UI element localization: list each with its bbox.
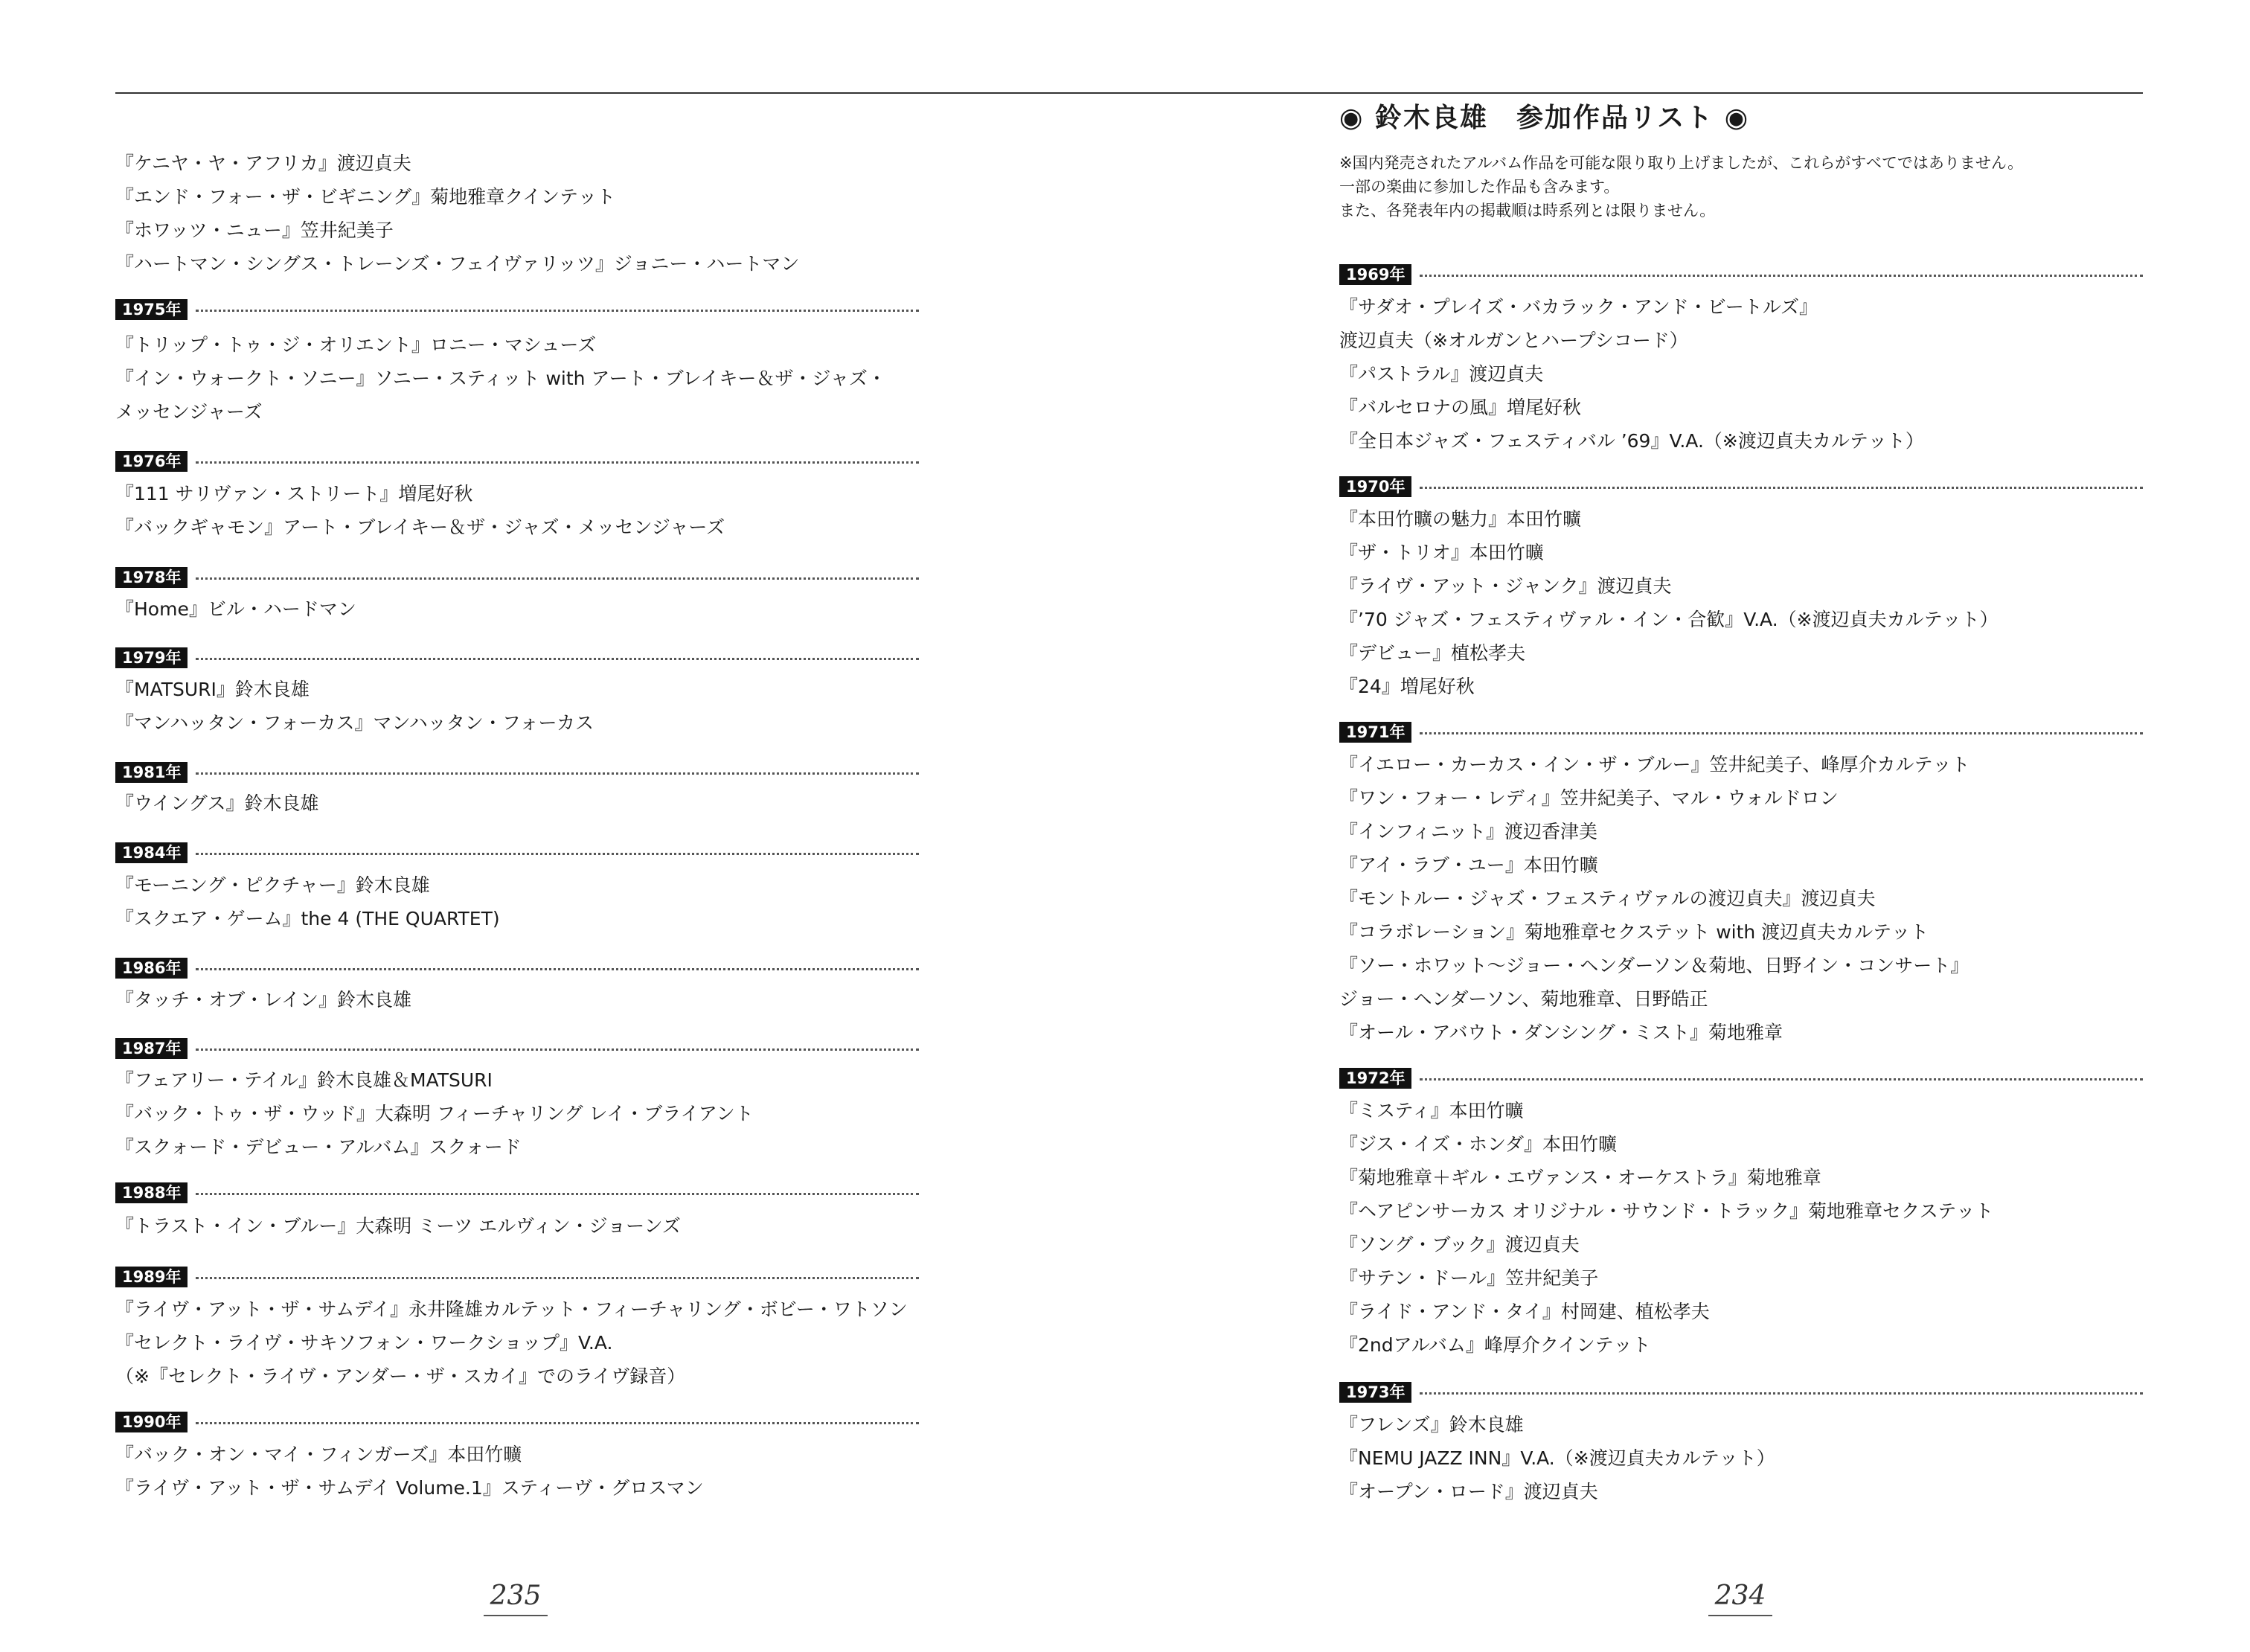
dotted-leader (1420, 1078, 2143, 1080)
list-item: 『エンド・フォー・ザ・ビギニング』菊地雅章クインテット (115, 186, 616, 208)
list-item: 『MATSURI』鈴木良雄 (115, 679, 310, 700)
year-heading (115, 1038, 919, 1059)
list-item: 『ソー・ホワット〜ジョー・ヘンダーソン＆菊地、日野イン・コンサート』 (1339, 955, 1969, 976)
note-line: 一部の楽曲に参加した作品も含みます。 (1339, 178, 1620, 196)
list-item: 『スクエア・ゲーム』the 4 (THE QUARTET) (115, 908, 500, 929)
dotted-leader (196, 853, 919, 855)
list-item: 『ザ・トリオ』本田竹曠 (1339, 542, 1544, 563)
year-badge: 1984年 (115, 842, 188, 863)
list-item: 『ウイングス』鈴木良雄 (115, 793, 319, 814)
list-item: 『セレクト・ライヴ・サキソフォン・ワークショップ』V.A. (115, 1332, 613, 1354)
dotted-leader (196, 772, 919, 775)
dotted-leader (196, 1277, 919, 1279)
year-heading (1339, 264, 2143, 285)
list-item: 渡辺貞夫（※オルガンとハープシコード） (1339, 330, 1688, 351)
dotted-leader (1420, 275, 2143, 277)
list-item: 『ライド・アンド・タイ』村岡建、植松孝夫 (1339, 1301, 1710, 1322)
list-item: 『Home』ビル・ハードマン (115, 598, 356, 620)
year-heading (1339, 1382, 2143, 1403)
list-item: 『24』増尾好秋 (1339, 676, 1475, 697)
list-item: 『フェアリー・テイル』鈴木良雄＆MATSURI (115, 1069, 493, 1091)
list-item: 『ライヴ・アット・ジャンク』渡辺貞夫 (1339, 575, 1672, 597)
list-item: 『フレンズ』鈴木良雄 (1339, 1414, 1524, 1435)
year-badge: 1986年 (115, 958, 188, 979)
list-item: 『ヘアピンサーカス オリジナル・サウンド・トラック』菊地雅章セクステット (1339, 1200, 1994, 1222)
dotted-leader (196, 968, 919, 970)
year-badge: 1975年 (115, 299, 188, 320)
year-badge: 1972年 (1339, 1068, 1411, 1089)
list-item: 『ハートマン・シングス・トレーンズ・フェイヴァリッツ』ジョニー・ハートマン (115, 253, 800, 275)
top-rule (115, 92, 2143, 94)
list-item: 『オープン・ロード』渡辺貞夫 (1339, 1481, 1598, 1502)
year-heading (1339, 476, 2143, 497)
list-item: 『ミスティ』本田竹曠 (1339, 1100, 1524, 1121)
page-number-left: 235 (484, 1578, 548, 1616)
list-item: 『コラボレーション』菊地雅章セクステット with 渡辺貞夫カルテット (1339, 921, 1929, 943)
year-heading (115, 299, 919, 320)
year-badge: 1988年 (115, 1182, 188, 1203)
list-item: 『モーニング・ピクチャー』鈴木良雄 (115, 874, 430, 896)
page-number-right: 234 (1708, 1578, 1772, 1616)
list-item: 『デビュー』植松孝夫 (1339, 642, 1526, 664)
list-item: 『トラスト・イン・ブルー』大森明 ミーツ エルヴィン・ジョーンズ (115, 1215, 681, 1237)
list-item: 『バルセロナの風』増尾好秋 (1339, 397, 1582, 418)
list-item: 『オール・アバウト・ダンシング・ミスト』菊地雅章 (1339, 1022, 1783, 1043)
list-item: 『ジス・イズ・ホンダ』本田竹曠 (1339, 1133, 1618, 1155)
list-item: 『サテン・ドール』笠井紀美子 (1339, 1267, 1599, 1289)
list-item: 『タッチ・オブ・レイン』鈴木良雄 (115, 989, 412, 1011)
list-item: メッセンジャーズ (115, 401, 263, 423)
list-item: 『バック・オン・マイ・フィンガーズ』本田竹曠 (115, 1444, 522, 1465)
dotted-leader (196, 1422, 919, 1424)
list-item: 『パストラル』渡辺貞夫 (1339, 363, 1544, 385)
list-item: 『スクォード・デビュー・アルバム』スクォード (115, 1136, 522, 1158)
year-heading (1339, 722, 2143, 743)
year-badge: 1969年 (1339, 264, 1411, 285)
dotted-leader (196, 1193, 919, 1195)
year-heading (115, 1412, 919, 1432)
year-badge: 1979年 (115, 647, 188, 668)
list-item: 『マンハッタン・フォーカス』マンハッタン・フォーカス (115, 712, 594, 734)
dotted-leader (196, 577, 919, 580)
list-item: 『本田竹曠の魅力』本田竹曠 (1339, 508, 1582, 530)
list-item: 『イエロー・カーカス・イン・ザ・ブルー』笠井紀美子、峰厚介カルテット (1339, 754, 1970, 775)
year-badge: 1987年 (115, 1038, 188, 1059)
list-item: 『モントルー・ジャズ・フェスティヴァルの渡辺貞夫』渡辺貞夫 (1339, 888, 1876, 909)
list-item: 『バック・トゥ・ザ・ウッド』大森明 フィーチャリング レイ・ブライアント (115, 1103, 754, 1124)
year-heading (115, 451, 919, 472)
year-badge: 1971年 (1339, 722, 1411, 743)
dotted-leader (1420, 1392, 2143, 1395)
list-item: 『ホワッツ・ニュー』笠井紀美子 (115, 220, 394, 241)
list-item: 『2ndアルバム』峰厚介クインテット (1339, 1334, 1651, 1356)
year-badge: 1973年 (1339, 1382, 1411, 1403)
list-item: 『111 サリヴァン・ストリート』増尾好秋 (115, 483, 473, 505)
dotted-leader (196, 658, 919, 660)
year-heading (115, 1182, 919, 1203)
note-line: また、各発表年内の掲載順は時系列とは限りません。 (1339, 202, 1716, 220)
year-heading (1339, 1068, 2143, 1089)
dotted-leader (196, 1048, 919, 1051)
year-badge: 1981年 (115, 762, 188, 783)
year-badge: 1990年 (115, 1412, 188, 1432)
list-item: ジョー・ヘンダーソン、菊地雅章、日野皓正 (1339, 988, 1708, 1010)
page-title: ◉ 鈴木良雄 参加作品リスト ◉ (1339, 103, 1750, 133)
list-item: 『インフィニット』渡辺香津美 (1339, 821, 1598, 842)
year-heading (115, 567, 919, 588)
list-item: 『ソング・ブック』渡辺貞夫 (1339, 1234, 1580, 1255)
list-item: 『菊地雅章＋ギル・エヴァンス・オーケストラ』菊地雅章 (1339, 1167, 1821, 1188)
list-item: 『ライヴ・アット・ザ・サムデイ』永井隆雄カルテット・フィーチャリング・ボビー・ワトソン (115, 1299, 908, 1320)
year-badge: 1970年 (1339, 476, 1411, 497)
list-item: 『NEMU JAZZ INN』V.A.（※渡辺貞夫カルテット） (1339, 1447, 1775, 1469)
note-line: ※国内発売されたアルバム作品を可能な限り取り上げましたが、これらがすべてではありません。 (1339, 154, 2024, 172)
list-item: 『サダオ・プレイズ・バカラック・アンド・ビートルズ』 (1339, 296, 1818, 318)
year-badge: 1978年 (115, 567, 188, 588)
list-item: 『全日本ジャズ・フェスティバル ’69』V.A.（※渡辺貞夫カルテット） (1339, 430, 1924, 452)
list-item: 『アイ・ラブ・ユー』本田竹曠 (1339, 854, 1598, 876)
list-item: 『トリップ・トゥ・ジ・オリエント』ロニー・マシューズ (115, 334, 597, 356)
list-item: 『バックギャモン』アート・ブレイキー＆ザ・ジャズ・メッセンジャーズ (115, 516, 725, 538)
list-item: 『イン・ウォークト・ソニー』ソニー・スティット with アート・ブレイキー＆ザ・ジャズ・ (115, 368, 886, 389)
list-item: 『ライヴ・アット・ザ・サムデイ Volume.1』スティーヴ・グロスマン (115, 1477, 704, 1499)
dotted-leader (196, 461, 919, 464)
dotted-leader (1420, 487, 2143, 489)
dotted-leader (1420, 732, 2143, 734)
list-item: 『’70 ジャズ・フェスティヴァル・イン・合歓』V.A.（※渡辺貞夫カルテット） (1339, 609, 1999, 630)
year-heading (115, 1267, 919, 1287)
year-badge: 1976年 (115, 451, 188, 472)
year-heading (115, 762, 919, 783)
year-heading (115, 958, 919, 979)
list-item: 『ケニヤ・ヤ・アフリカ』渡辺貞夫 (115, 153, 411, 174)
dotted-leader (196, 310, 919, 312)
list-item: 『ワン・フォー・レディ』笠井紀美子、マル・ウォルドロン (1339, 787, 1839, 809)
year-badge: 1989年 (115, 1267, 188, 1287)
list-item: （※『セレクト・ライヴ・アンダー・ザ・スカイ』でのライヴ録音） (115, 1366, 686, 1387)
year-heading (115, 842, 919, 863)
year-heading (115, 647, 919, 668)
